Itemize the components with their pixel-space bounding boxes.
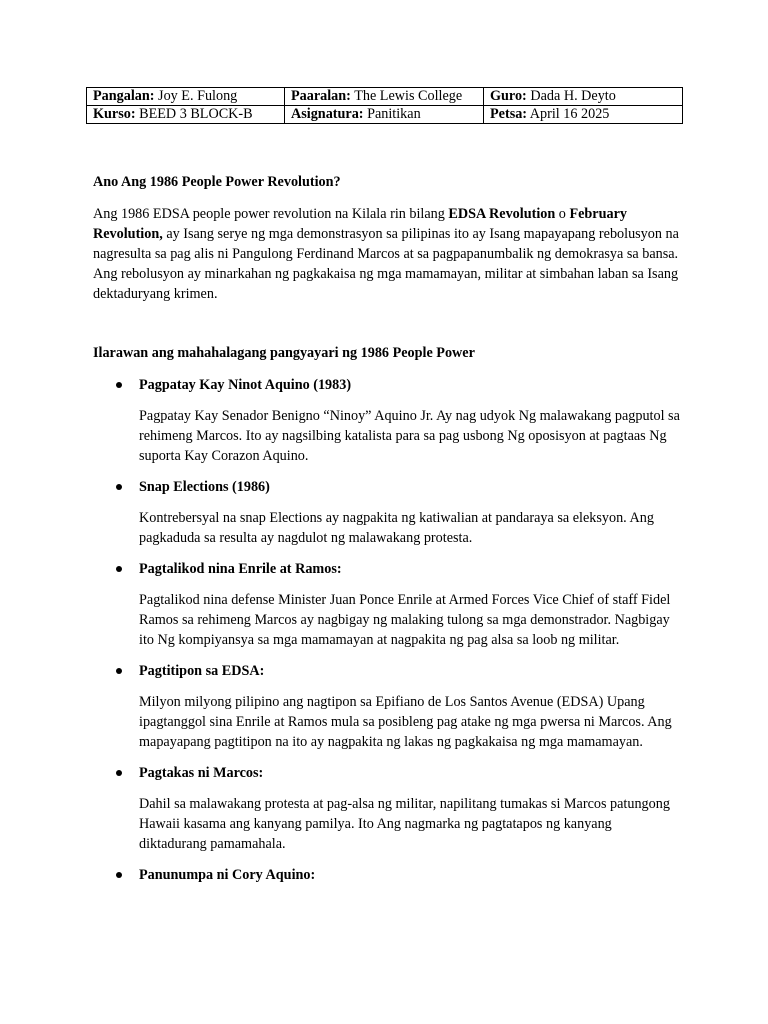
list-item — [93, 763, 683, 854]
school-cell — [285, 88, 484, 106]
info-row-2 — [87, 106, 683, 124]
list-item — [93, 477, 683, 548]
info-table — [86, 87, 683, 124]
subject-cell — [285, 106, 484, 124]
teacher-cell — [484, 88, 683, 106]
teacher-label: Guro: — [490, 88, 527, 104]
bullet-icon — [116, 770, 122, 776]
para-text-c: o — [555, 206, 570, 222]
event-description: Dahil sa malawakang protesta at pag-alsa ng militar, napilitang tumakas si Marcos patungong Hawaii kasama ang kanyang pamilya. Ito Ang nagmarka ng pagtatapos ng kanyang diktadurang pamamahala. — [139, 796, 670, 852]
section1-paragraph — [93, 204, 683, 304]
teacher-value: Dada H. Deyto — [530, 88, 616, 104]
event-title: Snap Elections (1986) — [139, 479, 270, 495]
name-label: Pangalan: — [93, 88, 155, 104]
course-label: Kurso: — [93, 106, 136, 122]
event-title: Pagpatay Kay Ninot Aquino (1983) — [139, 377, 352, 393]
document-body — [93, 172, 683, 896]
bullet-icon — [116, 382, 122, 388]
bullet-icon — [116, 484, 122, 490]
list-item — [93, 865, 683, 885]
para-bold-edsa: EDSA Revolution — [448, 206, 556, 222]
bullet-icon — [116, 566, 122, 572]
date-label: Petsa: — [490, 106, 528, 122]
events-list — [93, 375, 683, 885]
event-title: Pagtalikod nina Enrile at Ramos: — [139, 561, 342, 577]
para-bold-february: February Revolution, — [93, 206, 627, 242]
event-description: Pagpatay Kay Senador Benigno “Ninoy” Aquino Jr. Ay nag udyok Ng malawakang pagputol sa rehimeng Marcos. Ito ay nagsilbing katalista para sa pag usbong Ng oposisyon at pagtaas Ng suporta Kay Corazon Aquino. — [139, 408, 680, 464]
para-text-a: Ang 1986 EDSA people power revolution na Kilala rin bilang — [93, 206, 449, 222]
course-cell — [87, 106, 285, 124]
para-text-d: ay Isang serye ng mga demonstrasyon sa pilipinas ito ay Isang mapayapang rebolusyon na nagresulta sa pag alis ni Pangulong Ferdinand Marcos at sa pagpapanumbalik ng demokrasya sa bansa. Ang rebolusyon ay minarkahan ng pagkakaisa ng mga mamamayan, militar at simbahan laban sa Isang dektaduryang krimen. — [93, 226, 679, 302]
name-value: Joy E. Fulong — [158, 88, 238, 104]
event-description: Milyon milyong pilipino ang nagtipon sa Epifiano de Los Santos Avenue (EDSA) Upang ipagtanggol sina Enrile at Ramos mula sa posibleng pag atake ng mga pwersa ni Marcos. Ang mapayapang pagtitipon na ito ay nagpakita ng lakas ng pagkakaisa ng mga mamamayan. — [139, 694, 672, 750]
bullet-icon — [116, 872, 122, 878]
list-item — [93, 375, 683, 466]
bullet-icon — [116, 668, 122, 674]
name-cell — [87, 88, 285, 106]
list-item — [93, 661, 683, 752]
list-item — [93, 559, 683, 650]
event-title: Pagtitipon sa EDSA: — [139, 663, 265, 679]
event-description: Kontrebersyal na snap Elections ay nagpakita ng katiwalian at pandaraya sa eleksyon. Ang pagkaduda sa resulta ay nagdulot ng malawakang protesta. — [139, 510, 654, 546]
subject-label: Asignatura: — [291, 106, 364, 122]
date-value: April 16 2025 — [529, 106, 610, 122]
event-title: Pagtakas ni Marcos: — [139, 765, 264, 781]
info-row-1 — [87, 88, 683, 106]
subject-value: Panitikan — [367, 106, 421, 122]
section2-heading: Ilarawan ang mahahalagang pangyayari ng 1986 People Power — [93, 345, 475, 361]
section1-heading: Ano Ang 1986 People Power Revolution? — [93, 174, 341, 190]
school-label: Paaralan: — [291, 88, 351, 104]
event-title: Panunumpa ni Cory Aquino: — [139, 867, 316, 883]
event-description: Pagtalikod nina defense Minister Juan Ponce Enrile at Armed Forces Vice Chief of staff Fidel Ramos sa rehimeng Marcos ay nagbigay ng malaking tulong sa mga demonstrador. Nagbigay ito Ng kompiyansya sa mga mamamayan at nagpakita ng pag alsa sa loob ng militar. — [139, 592, 671, 648]
course-value: BEED 3 BLOCK-B — [139, 106, 253, 122]
school-value: The Lewis College — [354, 88, 463, 104]
date-cell — [484, 106, 683, 124]
